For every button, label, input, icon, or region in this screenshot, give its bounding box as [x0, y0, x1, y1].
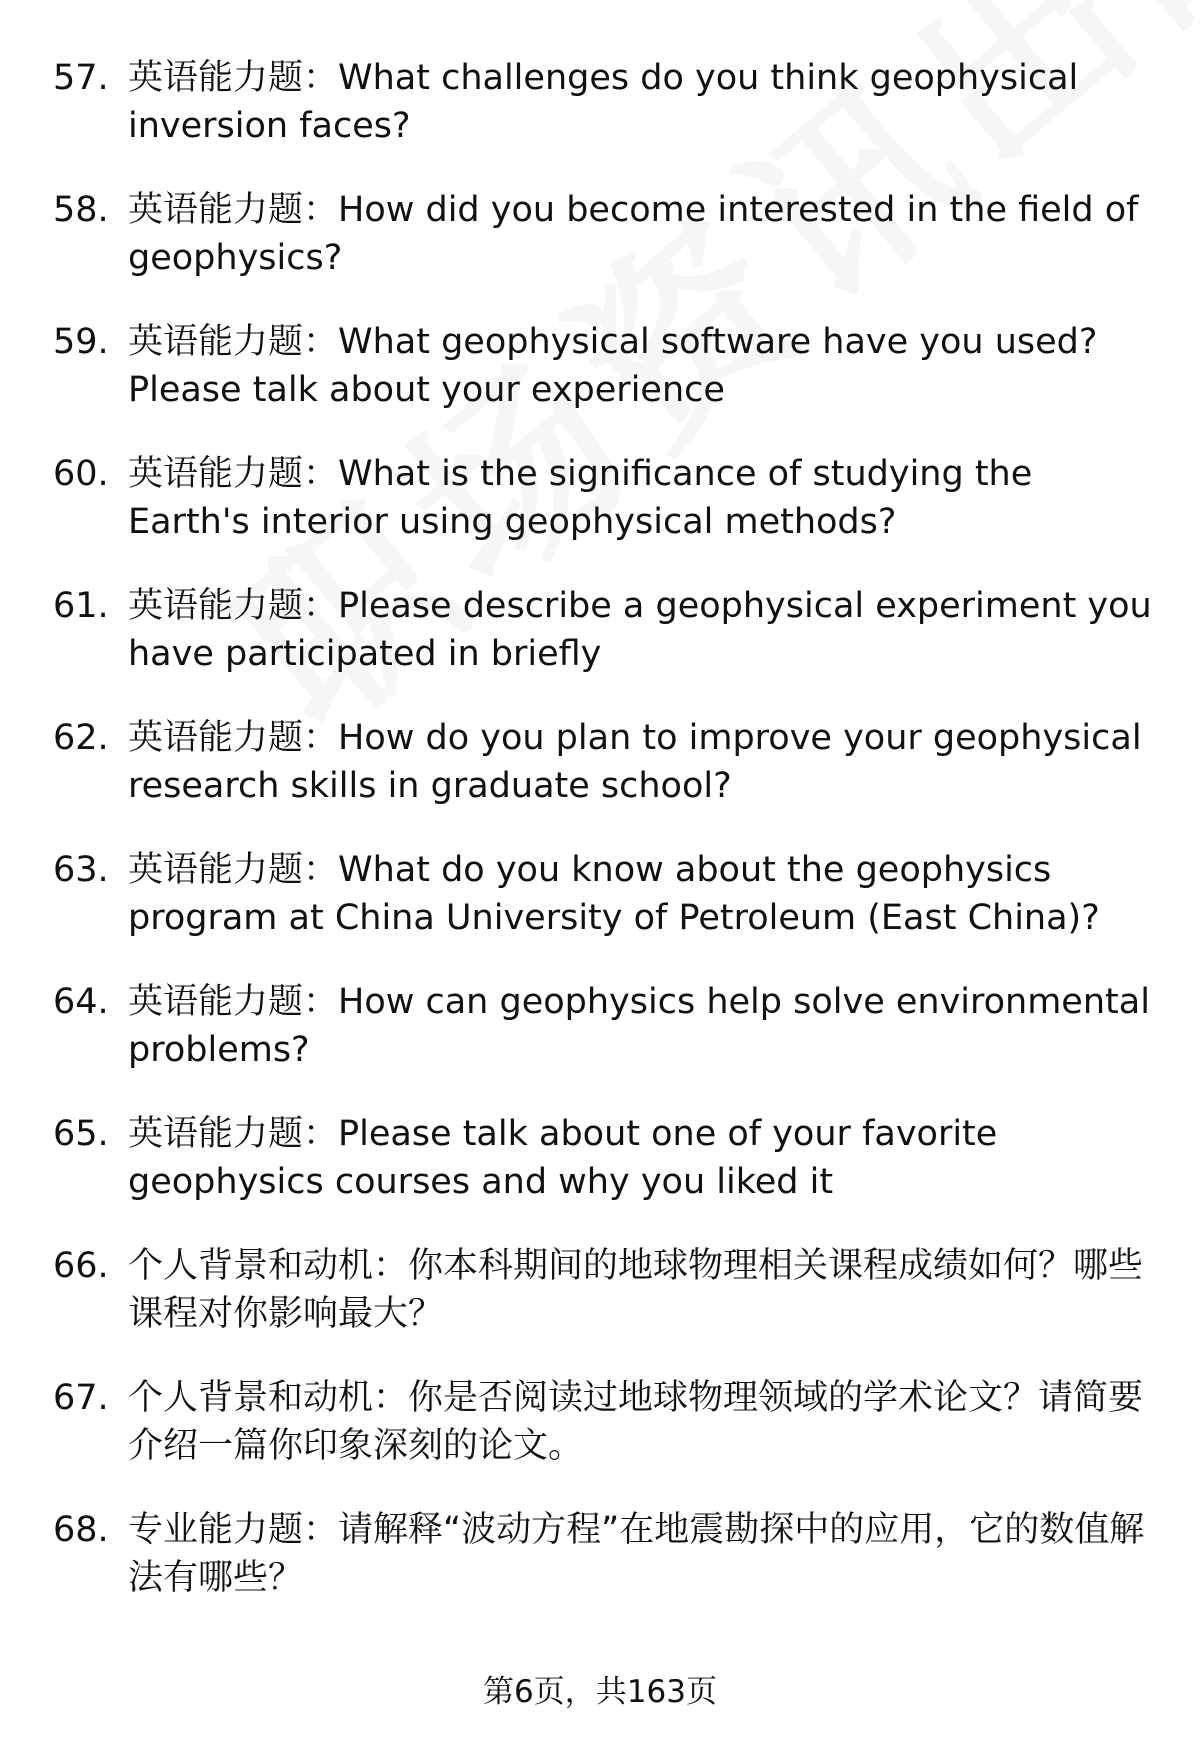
list-item [0, 846, 1200, 942]
item-text: 英语能力题：What challenges do you think geophysical inversion faces? [128, 58, 1079, 146]
item-text: 英语能力题：What do you know about the geophysics program at China University of Petroleum (East China)? [128, 850, 1100, 938]
question-list [0, 54, 1200, 1638]
item-number: 66. [53, 1246, 109, 1286]
list-item [0, 582, 1200, 678]
item-text: 个人背景和动机：你是否阅读过地球物理领域的学术论文？请简要介绍一篇你印象深刻的论文。 [128, 1378, 1144, 1466]
list-item [0, 1242, 1200, 1338]
item-number: 67. [53, 1378, 109, 1418]
list-item [0, 54, 1200, 150]
item-text: 英语能力题：Please talk about one of your favorite geophysics courses and why you liked it [128, 1114, 998, 1202]
list-item [0, 318, 1200, 414]
page-footer: 第6页，共163页 [483, 1674, 717, 1710]
item-text: 英语能力题：How do you plan to improve your geophysical research skills in graduate school? [128, 718, 1142, 806]
item-number: 65. [53, 1114, 109, 1154]
item-number: 61. [53, 586, 109, 626]
list-item [0, 450, 1200, 546]
list-item [0, 1506, 1200, 1602]
item-text: 专业能力题：请解释“波动方程”在地震勘探中的应用，它的数值解法有哪些？ [128, 1510, 1145, 1598]
item-number: 63. [53, 850, 109, 890]
list-item [0, 978, 1200, 1074]
item-text: 英语能力题：What geophysical software have you used? Please talk about your experience [128, 322, 1098, 410]
list-item [0, 1110, 1200, 1206]
item-number: 58. [53, 190, 109, 230]
item-number: 59. [53, 322, 109, 362]
item-number: 57. [53, 58, 109, 98]
item-text: 英语能力题：How can geophysics help solve environmental problems? [128, 982, 1150, 1070]
item-text: 英语能力题：What is the significance of studying the Earth's interior using geophysical methods? [128, 454, 1033, 542]
item-number: 60. [53, 454, 109, 494]
list-item [0, 1374, 1200, 1470]
item-text: 英语能力题：How did you become interested in the field of geophysics? [128, 190, 1139, 278]
item-text: 英语能力题：Please describe a geophysical experiment you have participated in briefly [128, 586, 1152, 674]
item-number: 62. [53, 718, 109, 758]
item-number: 64. [53, 982, 109, 1022]
list-item [0, 714, 1200, 810]
item-text: 个人背景和动机：你本科期间的地球物理相关课程成绩如何？哪些课程对你影响最大？ [128, 1246, 1144, 1334]
item-number: 68. [53, 1510, 109, 1550]
list-item [0, 186, 1200, 282]
